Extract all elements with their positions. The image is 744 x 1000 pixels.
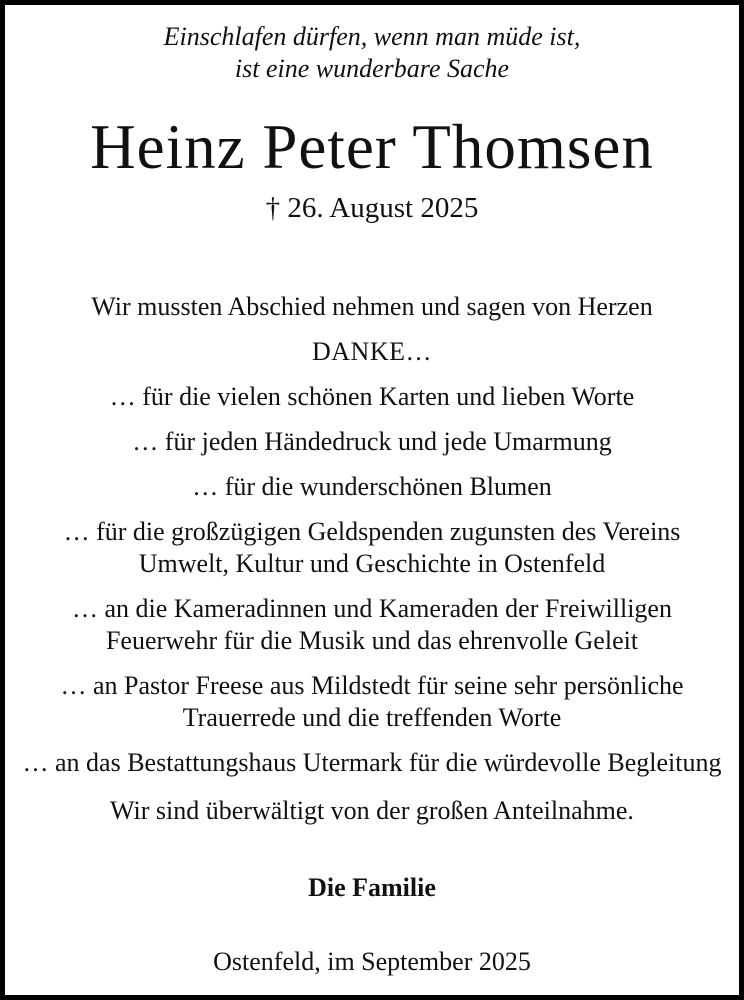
- thanks-item-pastor: … an Pastor Freese aus Mildstedt für seine sehr persönliche Trauerrede und die treffenden Worte: [60, 671, 684, 733]
- thanks-item-cards: … für die vielen schönen Karten und lieben Worte: [109, 382, 635, 412]
- danke-line: DANKE…: [312, 337, 432, 367]
- signature: Die Familie: [308, 873, 436, 903]
- intro-line: Wir mussten Abschied nehmen und sagen von Herzen: [91, 292, 653, 322]
- epigraph-line-2: ist eine wunderbare Sache: [234, 54, 510, 83]
- thanks-item-flowers: … für die wunderschönen Blumen: [192, 472, 552, 502]
- notice-body: [21, 291, 723, 977]
- closing-line: Wir sind überwältigt von der großen Anteilnahme.: [110, 796, 634, 826]
- deceased-name: Heinz Peter Thomsen: [90, 112, 654, 182]
- thanks-item-handshakes: … für jeden Händedruck und jede Umarmung: [132, 427, 612, 457]
- place-date: Ostenfeld, im September 2025: [213, 947, 531, 977]
- epigraph-line-1: Einschlafen dürfen, wenn man müde ist,: [163, 22, 581, 51]
- death-date: † 26. August 2025: [265, 192, 479, 225]
- epigraph: [21, 21, 723, 85]
- thanks-item-donations: … für die großzügigen Geldspenden zugunsten des Vereins Umwelt, Kultur und Geschichte in Ostenfeld: [63, 517, 681, 579]
- thanks-item-fire-brigade: … an die Kameradinnen und Kameraden der Freiwilligen Feuerwehr für die Musik und das ehrenvolle Geleit: [72, 594, 672, 656]
- thanks-item-funeral-home: … an das Bestattungshaus Utermark für die würdevolle Begleitung: [22, 748, 722, 778]
